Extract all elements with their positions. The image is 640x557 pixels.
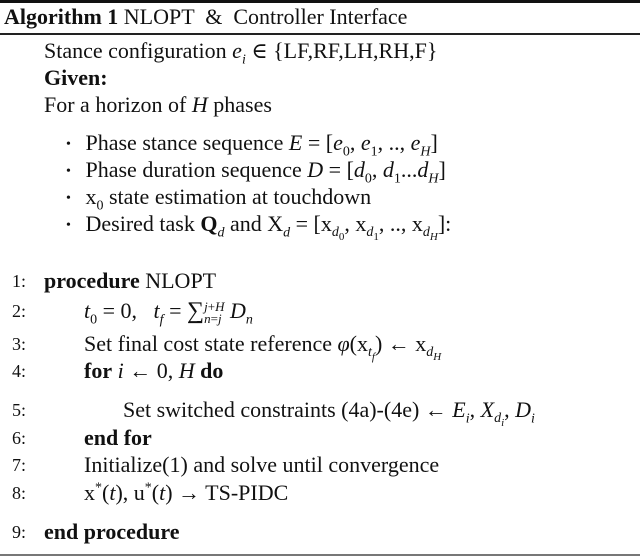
stance-var: e xyxy=(232,38,242,63)
line-number: 1: xyxy=(12,271,27,291)
keyword: end for xyxy=(84,425,152,450)
algorithm-label: Algorithm 1 xyxy=(4,4,119,29)
keyword: procedure xyxy=(44,268,140,293)
keyword: end procedure xyxy=(44,519,180,544)
step-text: x*(t), u*(t) → TS-PIDC xyxy=(84,480,289,505)
step-text: Set switched constraints (4a)-(4e) ← $E_i$, $X_{d_i}$, $D_i$ xyxy=(123,397,535,430)
bottom-rule xyxy=(0,554,640,556)
line-number: 7: xyxy=(12,455,27,475)
horizon-pre: For a horizon of xyxy=(44,92,192,117)
horizon-post: phases xyxy=(207,92,272,117)
horizon-line xyxy=(44,92,272,118)
line-number: 9: xyxy=(12,522,27,542)
keyword: for xyxy=(84,358,113,383)
line-number: 5: xyxy=(12,400,27,420)
algorithm-name: NLOPT & Controller Interface xyxy=(123,4,408,29)
bullet-text: Desired task $Q_d$ and $X_d = [x_{d_0}$, $x_{d_1}$, .., $x_{d_H}$]: xyxy=(85,211,452,244)
step-text: Initialize(1) and solve until convergence xyxy=(84,452,440,477)
stance-set: ∈ {LF,RF,LH,RH,F} xyxy=(245,38,438,63)
bullet-text: Phase duration sequence $D = [d_0$, $d_1...d_H$] xyxy=(85,157,446,187)
bullet-icon: • xyxy=(66,217,71,233)
line-number: 2: xyxy=(12,301,27,321)
line-number: 6: xyxy=(12,428,27,448)
given-label: Given: xyxy=(44,65,108,90)
step-text: Set final cost state reference $\varphi(x_{t_f})$ ← $x_{d_H}$ xyxy=(84,331,442,364)
keyword: do xyxy=(200,358,224,383)
bullet-text: $x_0$ state estimation at touchdown xyxy=(85,184,372,214)
line-number: 4: xyxy=(12,361,27,381)
step-text: $t_0 = 0$, $t_f = \sum j+H$ n=j $D_n$ xyxy=(84,298,253,328)
bullet-item xyxy=(66,211,452,244)
stance-sub: i xyxy=(241,52,246,68)
horizon-var: H xyxy=(191,92,208,117)
title-rule xyxy=(0,33,640,35)
bullet-text: Phase stance sequence $E = [e_0$, $e_1$, .., $e_H$] xyxy=(85,130,438,160)
bullet-item xyxy=(66,184,372,214)
bullet-icon: • xyxy=(66,190,71,206)
line-number: 3: xyxy=(12,334,27,354)
bullet-item xyxy=(66,130,438,160)
stance-line xyxy=(44,38,438,68)
stance-text: Stance configuration xyxy=(44,38,233,63)
algorithm-title xyxy=(4,4,407,30)
bullet-icon: • xyxy=(66,163,71,179)
step-text: NLOPT xyxy=(139,268,217,293)
bullet-item xyxy=(66,157,446,187)
line-number: 8: xyxy=(12,483,27,503)
top-rule xyxy=(0,0,640,3)
step-text: for i ← 0, H do xyxy=(84,358,224,383)
bullet-icon: • xyxy=(66,136,71,152)
